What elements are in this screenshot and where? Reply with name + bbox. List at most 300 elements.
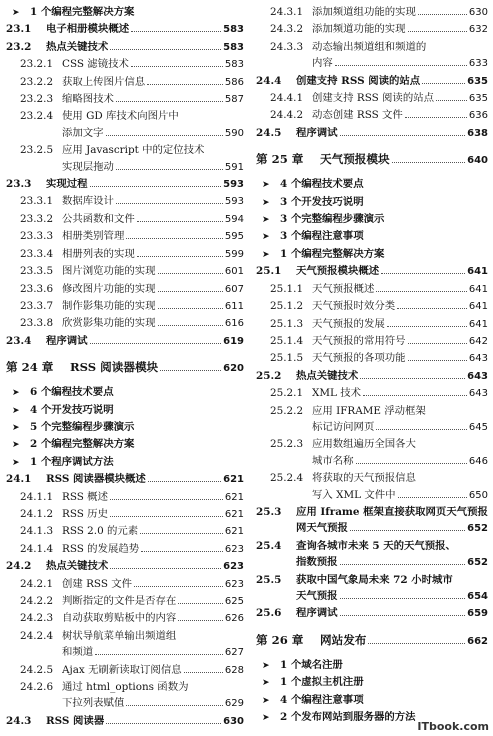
subsection-entry [256, 281, 488, 298]
dot-leader [90, 186, 222, 187]
bullet-text: 4 个编程注意事项 [280, 693, 364, 706]
entry-title: 添加频道组功能的实现 [312, 6, 416, 18]
entry-number: 23.2.2 [20, 75, 54, 88]
subsection-entry [6, 228, 244, 245]
bullet-arrow-icon: ➤ [12, 422, 20, 433]
entry-continuation [256, 487, 488, 504]
entry-title: 热点关键技术 [296, 369, 359, 382]
toc-bullet-item [256, 211, 488, 228]
entry-title: 天气预报模块概述 [296, 265, 380, 278]
entry-number: 25.1.5 [270, 352, 304, 365]
section-entry [256, 605, 488, 622]
entry-number: 24.3.2 [270, 23, 304, 36]
section-entry [6, 558, 244, 575]
dot-leader [110, 49, 221, 50]
page-number: 629 [224, 698, 244, 710]
entry-continuation [256, 419, 488, 436]
page-number: 630 [223, 715, 244, 727]
entry-title: 相册类别管理 [62, 230, 125, 243]
subsection-entry [256, 4, 488, 21]
dot-leader [137, 256, 223, 257]
dot-leader [422, 83, 465, 84]
dot-leader [387, 326, 467, 327]
dot-leader [95, 654, 223, 655]
entry-number: 23.3.5 [20, 265, 54, 278]
dot-leader [368, 643, 465, 644]
page-number: 643 [468, 353, 488, 365]
page-number: 641 [468, 301, 488, 313]
entry-number: 23.2.3 [20, 93, 54, 106]
page-number: 583 [224, 59, 244, 71]
dot-leader [340, 615, 466, 616]
entry-number: 23.3 [6, 178, 32, 191]
subsection-entry [256, 107, 488, 124]
entry-title: 网站发布 [320, 632, 367, 647]
page-number: 611 [224, 300, 244, 312]
toc-bullet-item [6, 4, 244, 21]
entry-number: 25.2 [256, 369, 282, 382]
entry-title: 缩略图技术 [62, 93, 114, 106]
entry-title: CSS 滤镜技术 [62, 58, 129, 71]
page-number: 632 [468, 24, 488, 36]
section-entry [6, 471, 244, 488]
toc-bullet-item [6, 402, 244, 419]
entry-title: RSS 历史 [62, 507, 108, 520]
page-number: 659 [467, 608, 488, 620]
page-number: 626 [224, 613, 244, 625]
entry-number: 24.3 [6, 714, 32, 727]
bullet-arrow-icon: ➤ [12, 8, 20, 18]
toc-bullet-item [6, 436, 244, 453]
entry-title: 标记访问网页 [312, 420, 375, 433]
subsection-entry [6, 662, 244, 679]
subsection-entry [6, 541, 244, 558]
page-number: 595 [224, 231, 244, 243]
subsection-entry [6, 610, 244, 627]
bullet-text: 1 个编程完整解决方案 [280, 247, 385, 260]
entry-number: 第 25 章 [256, 152, 304, 167]
entry-number: 23.3.1 [20, 195, 54, 208]
entry-title: RSS 2.0 的元素 [62, 525, 139, 538]
entry-number: 23.3.4 [20, 247, 54, 260]
dot-leader [131, 31, 221, 32]
subsection-entry [256, 350, 488, 367]
entry-title: 自动获取剪贴板中的内容 [62, 612, 177, 625]
entry-title: 添加频道功能的实现 [312, 23, 406, 36]
entry-continuation [256, 588, 488, 605]
page-number: 621 [224, 508, 244, 520]
entry-title: 将获取的天气预报信息 [312, 472, 416, 485]
dot-leader [158, 308, 223, 309]
subsection-entry [6, 91, 244, 108]
subsection-entry [256, 385, 488, 402]
entry-number: 25.1.2 [270, 300, 304, 313]
subsection-entry [256, 436, 488, 452]
page-number: 621 [224, 491, 244, 503]
dot-leader [134, 586, 223, 587]
subsection-entry [6, 142, 244, 158]
subsection-entry [6, 679, 244, 695]
subsection-entry [6, 56, 244, 73]
entry-title: 动态输出频道组和频道的 [312, 40, 427, 53]
page-number: 583 [223, 41, 244, 53]
entry-title: 下拉列表赋值 [62, 697, 125, 710]
page-number: 627 [224, 647, 244, 659]
bullet-text: 1 个编程完整解决方案 [30, 6, 135, 18]
entry-continuation [256, 453, 488, 470]
page-number: 642 [468, 335, 488, 347]
bullet-text: 5 个完整编程步骤演示 [30, 420, 135, 433]
entry-title: 查询各城市未来 5 天的天气预报、 [296, 539, 456, 552]
entry-title: 应用数组遍历全国各大 [312, 438, 416, 451]
dot-leader [141, 551, 223, 552]
bullet-arrow-icon: ➤ [12, 440, 20, 451]
dot-leader [160, 370, 221, 371]
page-number: 621 [224, 526, 244, 538]
entry-number: 24.1.4 [20, 542, 54, 555]
dot-leader [137, 221, 223, 222]
dot-leader [363, 395, 467, 396]
page-number: 633 [468, 58, 488, 70]
bullet-text: 4 个编程技术要点 [280, 178, 364, 191]
entry-title: RSS 阅读器模块 [70, 360, 159, 375]
bullet-text: 2 个编程完整解决方案 [30, 438, 135, 451]
dot-leader [408, 343, 467, 344]
subsection-entry [6, 193, 244, 210]
entry-title: 应用 Iframe 框架直接获取网页天气预报 [296, 505, 488, 518]
entry-number: 24.4.1 [270, 92, 304, 105]
bullet-arrow-icon: ➤ [262, 215, 270, 226]
dot-leader [360, 378, 465, 379]
entry-title: 程序调试 [296, 126, 338, 139]
dot-leader [376, 429, 467, 430]
subsection-entry [256, 90, 488, 107]
page-number: 650 [468, 489, 488, 501]
page-number: 652 [467, 523, 488, 535]
page-number: 623 [224, 543, 244, 555]
dot-leader [335, 65, 467, 66]
entry-number: 24.2.6 [20, 681, 54, 694]
entry-title: 图片浏览功能的实现 [62, 265, 156, 278]
subsection-entry [6, 315, 244, 332]
entry-number: 23.1 [6, 23, 32, 36]
entry-title: 天气预报时效分类 [312, 300, 396, 313]
page-number: 620 [223, 363, 244, 375]
bullet-text: 2 个发布网站到服务器的方法 [280, 711, 416, 724]
toc-bullet-item [256, 674, 488, 691]
toc-bullet-item [256, 194, 488, 211]
bullet-text: 1 个域名注册 [280, 658, 343, 671]
entry-title: 天气预报的发展 [312, 317, 385, 330]
dot-leader [147, 84, 223, 85]
page-number: 662 [467, 635, 488, 647]
dot-leader [376, 291, 467, 292]
page-number: 625 [224, 596, 244, 607]
page-number: 636 [468, 110, 488, 122]
page-number: 583 [223, 24, 244, 36]
entry-title: 程序调试 [296, 607, 338, 620]
entry-title: 应用 Javascript 中的定位技术 [62, 144, 205, 157]
page-number: 623 [224, 578, 244, 590]
entry-title: 天气预报概述 [312, 282, 375, 295]
page-number: 643 [468, 388, 488, 400]
bullet-text: 1 个虚拟主机注册 [280, 676, 364, 689]
entry-number: 25.2.4 [270, 472, 304, 485]
dot-leader [148, 481, 221, 482]
entry-title: RSS 概述 [62, 490, 108, 503]
entry-number: 23.2.1 [20, 58, 54, 71]
dot-leader [110, 568, 221, 569]
entry-number: 24.2.2 [20, 595, 54, 607]
subsection-entry [6, 593, 244, 610]
entry-continuation [6, 125, 244, 142]
section-entry [6, 333, 244, 350]
bullet-text: 3 个编程注意事项 [280, 230, 364, 243]
entry-number: 24.1.2 [20, 507, 54, 520]
page-number: 587 [224, 94, 244, 106]
section-entry [256, 538, 488, 554]
page-number: 593 [224, 196, 244, 208]
dot-leader [356, 463, 467, 464]
page-number: 601 [224, 266, 244, 278]
dot-leader [408, 360, 467, 361]
subsection-entry [256, 21, 488, 38]
dot-leader [110, 499, 223, 500]
entry-number: 23.2 [6, 40, 32, 53]
entry-number: 25.1.1 [270, 282, 304, 295]
dot-leader [90, 343, 222, 344]
dot-leader [116, 169, 223, 170]
watermark: ITbook.com [417, 720, 489, 733]
section-entry [256, 572, 488, 588]
page-number: 641 [468, 283, 488, 295]
page-number: 619 [223, 335, 244, 347]
entry-number: 25.3 [256, 505, 282, 518]
subsection-entry [6, 211, 244, 228]
bullet-arrow-icon: ➤ [262, 660, 270, 671]
dot-leader [178, 603, 223, 604]
entry-number: 第 24 章 [6, 360, 54, 375]
entry-number: 25.1.3 [270, 317, 304, 330]
dot-leader [408, 31, 467, 32]
dot-leader [350, 530, 465, 531]
entry-title: 和频道 [62, 646, 94, 659]
section-entry [6, 39, 244, 56]
entry-title: Ajax 无刷新读取订阅信息 [62, 663, 182, 676]
dot-leader [381, 273, 465, 274]
subsection-entry [6, 281, 244, 298]
bullet-text: 3 个开发技巧说明 [280, 195, 364, 208]
page-number: 616 [224, 318, 244, 330]
subsection-entry [6, 298, 244, 315]
entry-title: 指数预报 [296, 556, 338, 569]
page-number: 591 [224, 161, 244, 173]
dot-leader [116, 101, 223, 102]
bullet-arrow-icon: ➤ [262, 232, 270, 243]
toc-bullet-item [256, 176, 488, 193]
section-entry [6, 21, 244, 38]
entry-number: 25.1.4 [270, 334, 304, 347]
dot-leader [110, 516, 223, 517]
entry-number: 25.2.2 [270, 404, 304, 417]
page-number: 640 [467, 155, 488, 167]
entry-title: 热点关键技术 [46, 560, 109, 573]
page-number: 628 [224, 664, 244, 676]
entry-title: 获取中国气象局未来 72 小时城市 [296, 573, 453, 586]
bullet-text: 1 个程序调试方法 [30, 455, 114, 468]
entry-title: 写入 XML 文件中 [312, 488, 396, 501]
subsection-entry [6, 506, 244, 523]
entry-title: 实现过程 [46, 178, 88, 191]
entry-title: 获取上传图片信息 [62, 75, 146, 88]
page-number: 599 [224, 248, 244, 260]
subsection-entry [6, 489, 244, 506]
bullet-text: 3 个完整编程步骤演示 [280, 213, 385, 226]
entry-title: 城市名称 [312, 454, 354, 467]
chapter-heading [6, 358, 244, 378]
dot-leader [158, 273, 223, 274]
entry-number: 23.3.8 [20, 317, 54, 330]
dot-leader [106, 135, 223, 136]
entry-title: 公共函数和文件 [62, 212, 135, 225]
dot-leader [116, 203, 223, 204]
subsection-entry [256, 316, 488, 333]
entry-title: 创建支持 RSS 阅读的站点 [296, 74, 421, 87]
page-number: 652 [467, 557, 488, 569]
toc-bullet-item [6, 454, 244, 471]
page-number: 594 [224, 213, 244, 225]
entry-number: 24.4.2 [270, 109, 304, 122]
toc-right-column [256, 4, 488, 726]
entry-number: 24.2.4 [20, 629, 54, 642]
dot-leader [397, 308, 467, 309]
entry-title: 天气预报模块 [320, 152, 390, 167]
entry-number: 23.4 [6, 334, 32, 347]
entry-continuation [6, 159, 244, 176]
toc-bullet-item [256, 692, 488, 709]
entry-title: 电子相册模块概述 [46, 23, 130, 36]
subsection-entry [6, 108, 244, 124]
entry-number: 25.4 [256, 539, 282, 552]
page-number: 623 [223, 561, 244, 573]
entry-number: 25.2.3 [270, 438, 304, 451]
bullet-arrow-icon: ➤ [262, 695, 270, 706]
entry-number: 24.3.1 [270, 6, 304, 18]
bullet-arrow-icon: ➤ [262, 249, 270, 260]
entry-title: RSS 阅读器模块概述 [46, 473, 146, 486]
section-entry [256, 368, 488, 385]
page-number: 654 [467, 591, 488, 602]
entry-number: 24.3.3 [270, 40, 304, 53]
bullet-text: 6 个编程技术要点 [30, 386, 114, 399]
entry-title: 天气预报的各项功能 [312, 352, 406, 365]
entry-number: 23.2.5 [20, 144, 54, 157]
entry-title: 动态创建 RSS 文件 [312, 109, 403, 122]
entry-number: 24.2.1 [20, 577, 54, 590]
dot-leader [158, 291, 223, 292]
entry-title: 创建支持 RSS 阅读的站点 [312, 92, 434, 105]
bullet-arrow-icon: ➤ [12, 388, 20, 399]
bullet-arrow-icon: ➤ [12, 405, 20, 416]
subsection-entry [256, 333, 488, 350]
dot-leader [418, 14, 467, 15]
subsection-entry [6, 576, 244, 593]
section-entry [6, 713, 244, 730]
bullet-arrow-icon: ➤ [12, 457, 20, 468]
toc-bullet-item [6, 419, 244, 436]
dot-leader [340, 135, 466, 136]
entry-number: 23.3.3 [20, 230, 54, 243]
entry-number: 24.2.5 [20, 663, 54, 676]
entry-title: RSS 阅读器 [46, 714, 105, 727]
entry-title: 添加文字 [62, 126, 104, 139]
entry-number: 23.2.4 [20, 110, 54, 123]
subsection-entry [256, 298, 488, 315]
entry-continuation [256, 554, 488, 571]
entry-number: 23.3.7 [20, 299, 54, 312]
page-number: 638 [467, 127, 488, 139]
subsection-entry [256, 39, 488, 55]
entry-number: 25.2.1 [270, 387, 304, 400]
section-entry [256, 263, 488, 280]
dot-leader [126, 705, 223, 706]
section-entry [256, 125, 488, 142]
entry-title: 创建 RSS 文件 [62, 577, 133, 590]
bullet-arrow-icon: ➤ [262, 713, 270, 724]
dot-leader [340, 598, 466, 599]
chapter-heading [256, 150, 488, 170]
dot-leader [436, 100, 467, 101]
entry-continuation [256, 520, 488, 537]
entry-number: 23.3.2 [20, 212, 54, 225]
subsection-entry [256, 403, 488, 419]
entry-title: 实现层拖动 [62, 160, 114, 173]
entry-title: 内容 [312, 57, 333, 70]
entry-title: 天气预报 [296, 590, 338, 602]
chapter-heading [256, 631, 488, 651]
dot-leader [184, 672, 223, 673]
page-number: 593 [223, 179, 244, 191]
page-number: 646 [468, 455, 488, 467]
page-number: 641 [468, 318, 488, 330]
entry-number: 24.5 [256, 126, 282, 139]
section-entry [256, 73, 488, 90]
dot-leader [398, 497, 467, 498]
entry-continuation [6, 644, 244, 661]
entry-title: 判断指定的文件是否存在 [62, 595, 177, 607]
entry-title: 相册列表的实现 [62, 247, 135, 260]
bullet-arrow-icon: ➤ [262, 678, 270, 689]
subsection-entry [256, 470, 488, 486]
entry-title: 树状导航菜单输出频道组 [62, 629, 177, 642]
entry-number: 24.2 [6, 560, 32, 573]
toc-bullet-item [256, 228, 488, 245]
page-number: 645 [468, 421, 488, 433]
entry-number: 25.1 [256, 265, 282, 278]
page-number: 641 [467, 266, 488, 278]
bullet-text: 4 个开发技巧说明 [30, 403, 114, 416]
entry-number: 24.1.1 [20, 490, 54, 503]
dot-leader [106, 723, 221, 724]
entry-number: 第 26 章 [256, 632, 304, 647]
entry-continuation [256, 55, 488, 72]
dot-leader [405, 117, 467, 118]
dot-leader [126, 238, 223, 239]
subsection-entry [6, 263, 244, 280]
page-number: 630 [468, 7, 488, 18]
entry-number: 24.2.3 [20, 612, 54, 625]
entry-number: 24.4 [256, 74, 282, 87]
